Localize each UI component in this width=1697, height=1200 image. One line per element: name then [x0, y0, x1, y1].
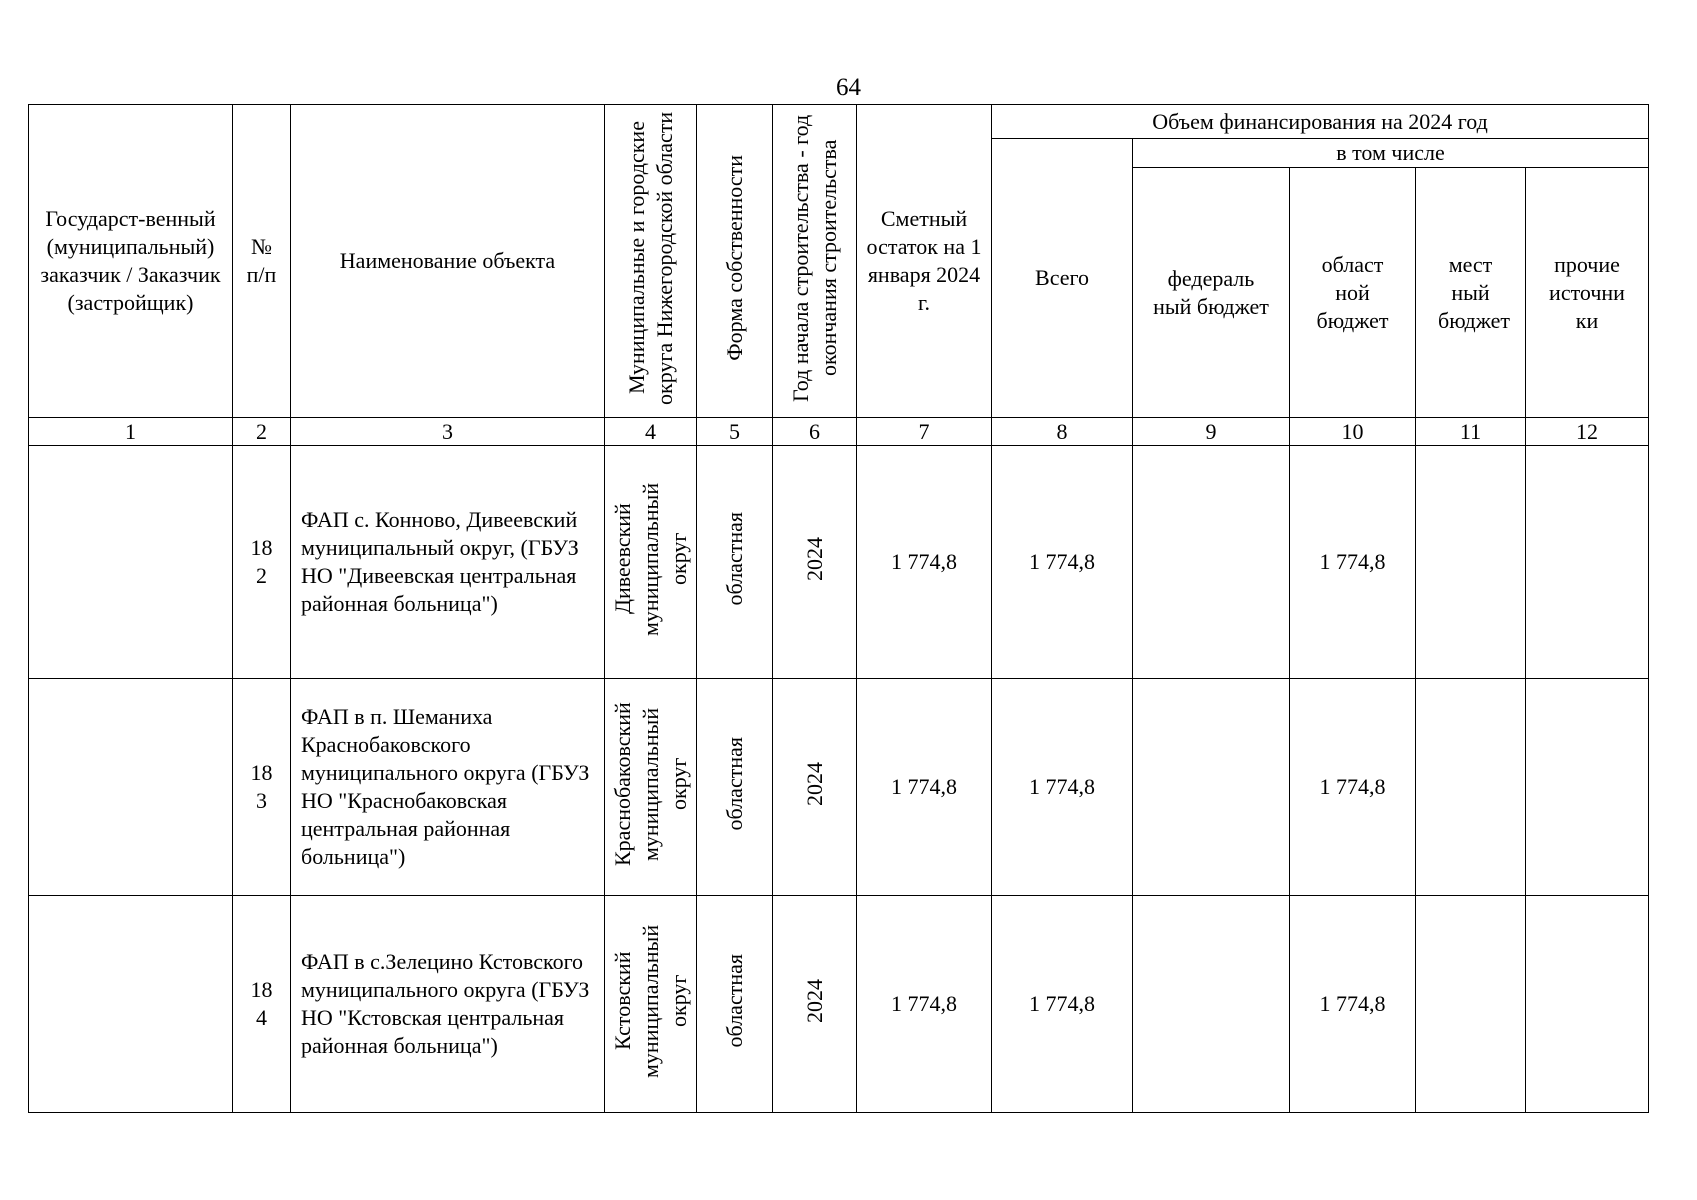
header-customer-text: Государст-венный (муниципальный) заказчик / Заказчик (застройщик) [40, 206, 221, 315]
row-other [1526, 679, 1649, 896]
header-local [1416, 168, 1526, 418]
header-ownership [697, 105, 773, 418]
row-years-text: 2024 [801, 761, 827, 806]
column-number: 10 [1290, 418, 1416, 446]
row-years [773, 446, 857, 679]
table-row [29, 446, 1649, 679]
row-years [773, 679, 857, 896]
header-federal-text: федераль ный бюджет [1153, 265, 1269, 319]
row-other [1526, 896, 1649, 1113]
header-other-text: прочие источни ки [1549, 251, 1625, 333]
column-number: 7 [857, 418, 992, 446]
column-number: 2 [233, 418, 291, 446]
header-federal [1133, 168, 1290, 418]
row-other [1526, 446, 1649, 679]
row-number-text: 18 4 [250, 977, 273, 1030]
column-number: 5 [697, 418, 773, 446]
row-object-name: ФАП в с.Зелецино Кстовского муниципального округа (ГБУЗ НО "Кстовская центральная районная больница") [291, 896, 605, 1113]
column-number: 9 [1133, 418, 1290, 446]
row-number [233, 446, 291, 679]
row-customer [29, 679, 233, 896]
header-municipality-text: Муниципальные и городские округа Нижегородской области [623, 110, 677, 405]
header-other [1526, 168, 1649, 418]
header-regional-text: област ной бюджет [1316, 251, 1389, 333]
header-estimate-balance [857, 105, 992, 418]
header-object-name-text: Наименование объекта [339, 248, 556, 273]
column-number: 12 [1526, 418, 1649, 446]
row-ownership [697, 679, 773, 896]
row-regional: 1 774,8 [1290, 446, 1416, 679]
header-years-text: Год начала строительства - год окончания строительства [787, 113, 841, 402]
header-financing [992, 105, 1649, 139]
row-customer [29, 446, 233, 679]
row-municipality [605, 446, 697, 679]
row-municipality-text: Дивеевский муниципальный округ [609, 481, 691, 636]
header-municipality [605, 105, 697, 418]
row-total: 1 774,8 [992, 679, 1133, 896]
page-number: 64 [836, 74, 861, 101]
header-years [773, 105, 857, 418]
row-total: 1 774,8 [992, 446, 1133, 679]
header-local-text: мест ный бюджет [1438, 251, 1510, 333]
header-financing-text: Объем финансирования на 2024 год [1152, 108, 1488, 134]
header-ownership-text: Форма собственности [721, 154, 747, 361]
row-federal [1133, 896, 1290, 1113]
header-object-name [291, 105, 605, 418]
row-municipality-text: Кстовский муниципальный округ [609, 923, 691, 1078]
row-estimate-balance: 1 774,8 [857, 896, 992, 1113]
header-including-text: в том числе [1336, 140, 1445, 165]
header-number [233, 105, 291, 418]
column-number: 11 [1416, 418, 1526, 446]
row-years [773, 896, 857, 1113]
row-number [233, 896, 291, 1113]
header-customer [29, 105, 233, 418]
row-local [1416, 446, 1526, 679]
row-years-text: 2024 [801, 978, 827, 1023]
row-federal [1133, 446, 1290, 679]
column-number: 8 [992, 418, 1133, 446]
row-ownership [697, 896, 773, 1113]
header-total-text: Всего [1035, 265, 1089, 290]
row-estimate-balance: 1 774,8 [857, 679, 992, 896]
row-regional: 1 774,8 [1290, 679, 1416, 896]
row-number [233, 679, 291, 896]
table-row [29, 679, 1649, 896]
column-number: 3 [291, 418, 605, 446]
row-ownership-text: областная [721, 511, 747, 606]
row-years-text: 2024 [801, 536, 827, 581]
row-regional: 1 774,8 [1290, 896, 1416, 1113]
row-ownership [697, 446, 773, 679]
row-municipality-text: Краснобаковский муниципальный округ [609, 701, 691, 866]
column-number: 4 [605, 418, 697, 446]
header-regional [1290, 168, 1416, 418]
row-municipality [605, 896, 697, 1113]
header-total [992, 139, 1133, 418]
column-number: 1 [29, 418, 233, 446]
header-including [1133, 139, 1649, 168]
row-federal [1133, 679, 1290, 896]
row-object-name: ФАП в п. Шеманиха Краснобаковского муниципального округа (ГБУЗ НО "Краснобаковская центральная районная больница") [291, 679, 605, 896]
column-number-row [29, 418, 1649, 446]
row-estimate-balance: 1 774,8 [857, 446, 992, 679]
row-ownership-text: областная [721, 953, 747, 1048]
header-estimate-balance-text: Сметный остаток на 1 января 2024 г. [866, 206, 982, 315]
financing-table [28, 104, 1649, 1113]
header-number-text: № п/п [246, 234, 277, 287]
column-number: 6 [773, 418, 857, 446]
row-total: 1 774,8 [992, 896, 1133, 1113]
table-row [29, 896, 1649, 1113]
row-number-text: 18 2 [250, 535, 273, 588]
row-local [1416, 896, 1526, 1113]
row-municipality [605, 679, 697, 896]
row-object-name: ФАП с. Конново, Дивеевский муниципальный округ, (ГБУЗ НО "Дивеевская центральная районная больница") [291, 446, 605, 679]
row-local [1416, 679, 1526, 896]
row-ownership-text: областная [721, 736, 747, 831]
row-number-text: 18 3 [250, 760, 273, 813]
row-customer [29, 896, 233, 1113]
